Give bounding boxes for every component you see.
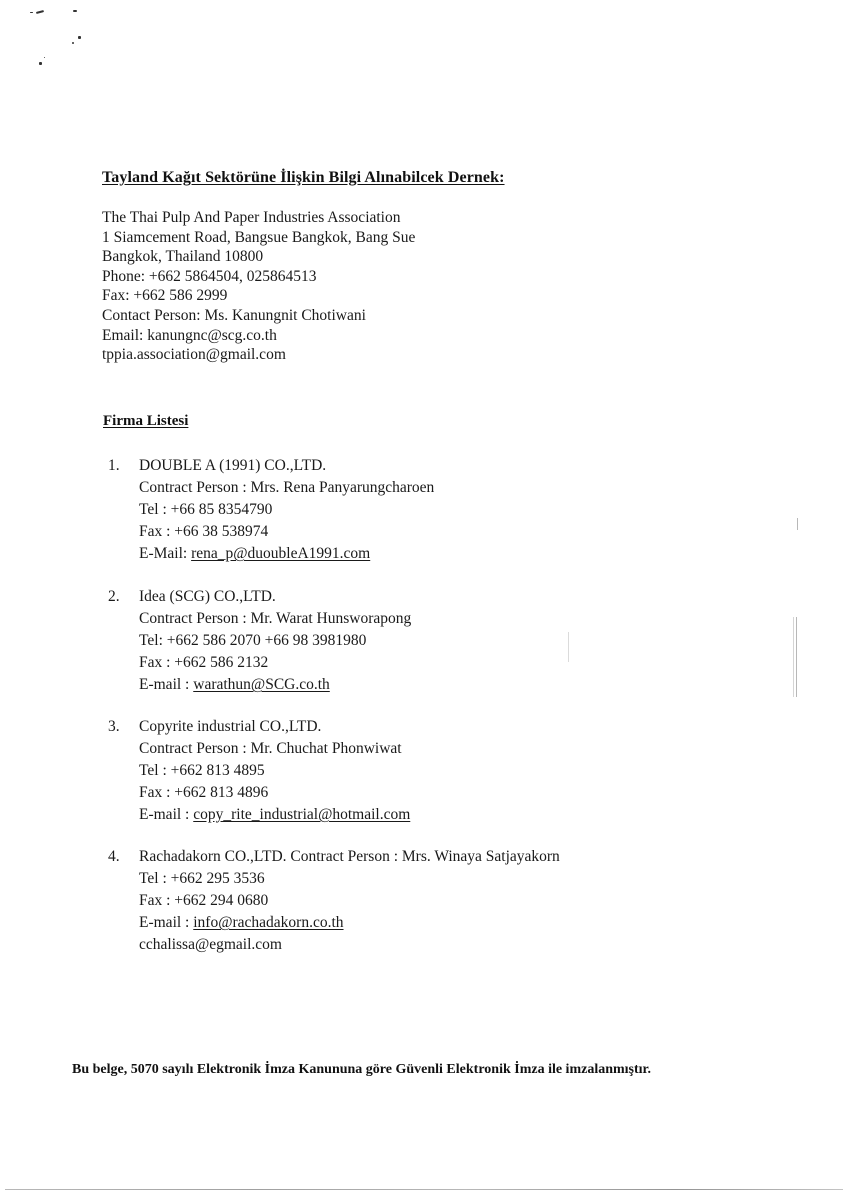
association-contact-person: Contact Person: Ms. Kanungnit Chotiwani	[102, 306, 366, 324]
company-fax: Fax : +66 38 538974	[139, 523, 269, 540]
scan-mark	[797, 518, 798, 530]
association-email: Email: kanungnc@scg.co.th	[102, 326, 277, 344]
company-number: 4.	[108, 848, 120, 865]
e-signature-note: Bu belge, 5070 sayılı Elektronik İmza Kanununa göre Güvenli Elektronik İmza ile imzalanmıştır.	[72, 1062, 651, 1077]
company-email-row	[139, 912, 560, 934]
company-fax: Fax : +662 294 0680	[139, 892, 269, 909]
company-name: Idea (SCG) CO.,LTD.	[139, 588, 276, 605]
company-contact: Contract Person : Mr. Warat Hunsworapong	[139, 610, 412, 627]
company-number: 2.	[108, 588, 120, 605]
company-name: DOUBLE A (1991) CO.,LTD.	[139, 457, 327, 474]
company-tel: Tel : +662 295 3536	[139, 870, 265, 887]
company-tel: Tel : +662 813 4895	[139, 762, 265, 779]
company-number: 3.	[108, 718, 120, 735]
association-address-line-1: 1 Siamcement Road, Bangsue Bangkok, Bang Sue	[102, 228, 416, 246]
association-email-alt: tppia.association@gmail.com	[102, 346, 286, 364]
company-tel: Tel: +662 586 2070 +66 98 3981980	[139, 632, 367, 649]
scan-mark	[793, 617, 794, 697]
company-tel: Tel : +66 85 8354790	[139, 501, 273, 518]
company-email-label: E-mail :	[139, 806, 194, 823]
company-email-label: E-mail :	[139, 676, 194, 693]
company-name-and-contact: Rachadakorn CO.,LTD. Contract Person : Mrs. Winaya Satjayakorn	[139, 848, 560, 865]
association-address-line-2: Bangkok, Thailand 10800	[102, 248, 264, 266]
company-fax: Fax : +662 586 2132	[139, 654, 269, 671]
company-name: Copyrite industrial CO.,LTD.	[139, 718, 322, 735]
association-details	[102, 208, 415, 365]
company-email-link[interactable]: copy_rite_industrial@hotmail.com	[193, 806, 411, 823]
association-phone: Phone: +662 5864504, 025864513	[102, 267, 317, 285]
association-fax: Fax: +662 586 2999	[102, 287, 228, 305]
company-fax: Fax : +662 813 4896	[139, 784, 269, 801]
company-email-label: E-mail :	[139, 914, 194, 931]
company-email-row	[139, 543, 434, 565]
company-email-link[interactable]: rena_p@duoubleA1991.com	[191, 545, 371, 562]
company-extra-email: cchalissa@egmail.com	[139, 936, 282, 953]
company-email-link[interactable]: warathun@SCG.co.th	[193, 676, 330, 693]
company-email-label: E-Mail:	[139, 545, 192, 562]
company-email-row	[139, 804, 410, 826]
scan-mark	[568, 632, 569, 662]
association-name: The Thai Pulp And Paper Industries Association	[102, 209, 401, 226]
company-email-link[interactable]: info@rachadakorn.co.th	[193, 914, 344, 931]
company-contact: Contract Person : Mr. Chuchat Phonwiwat	[139, 740, 402, 757]
association-heading: Tayland Kağıt Sektörüne İlişkin Bilgi Alınabilcek Dernek:	[102, 169, 505, 186]
firm-list-heading: Firma Listesi	[103, 413, 189, 429]
company-contact: Contract Person : Mrs. Rena Panyarungcharoen	[139, 479, 435, 496]
scan-mark	[796, 617, 797, 697]
company-number: 1.	[108, 457, 120, 474]
bottom-divider	[5, 1189, 843, 1190]
company-email-row	[139, 674, 411, 696]
